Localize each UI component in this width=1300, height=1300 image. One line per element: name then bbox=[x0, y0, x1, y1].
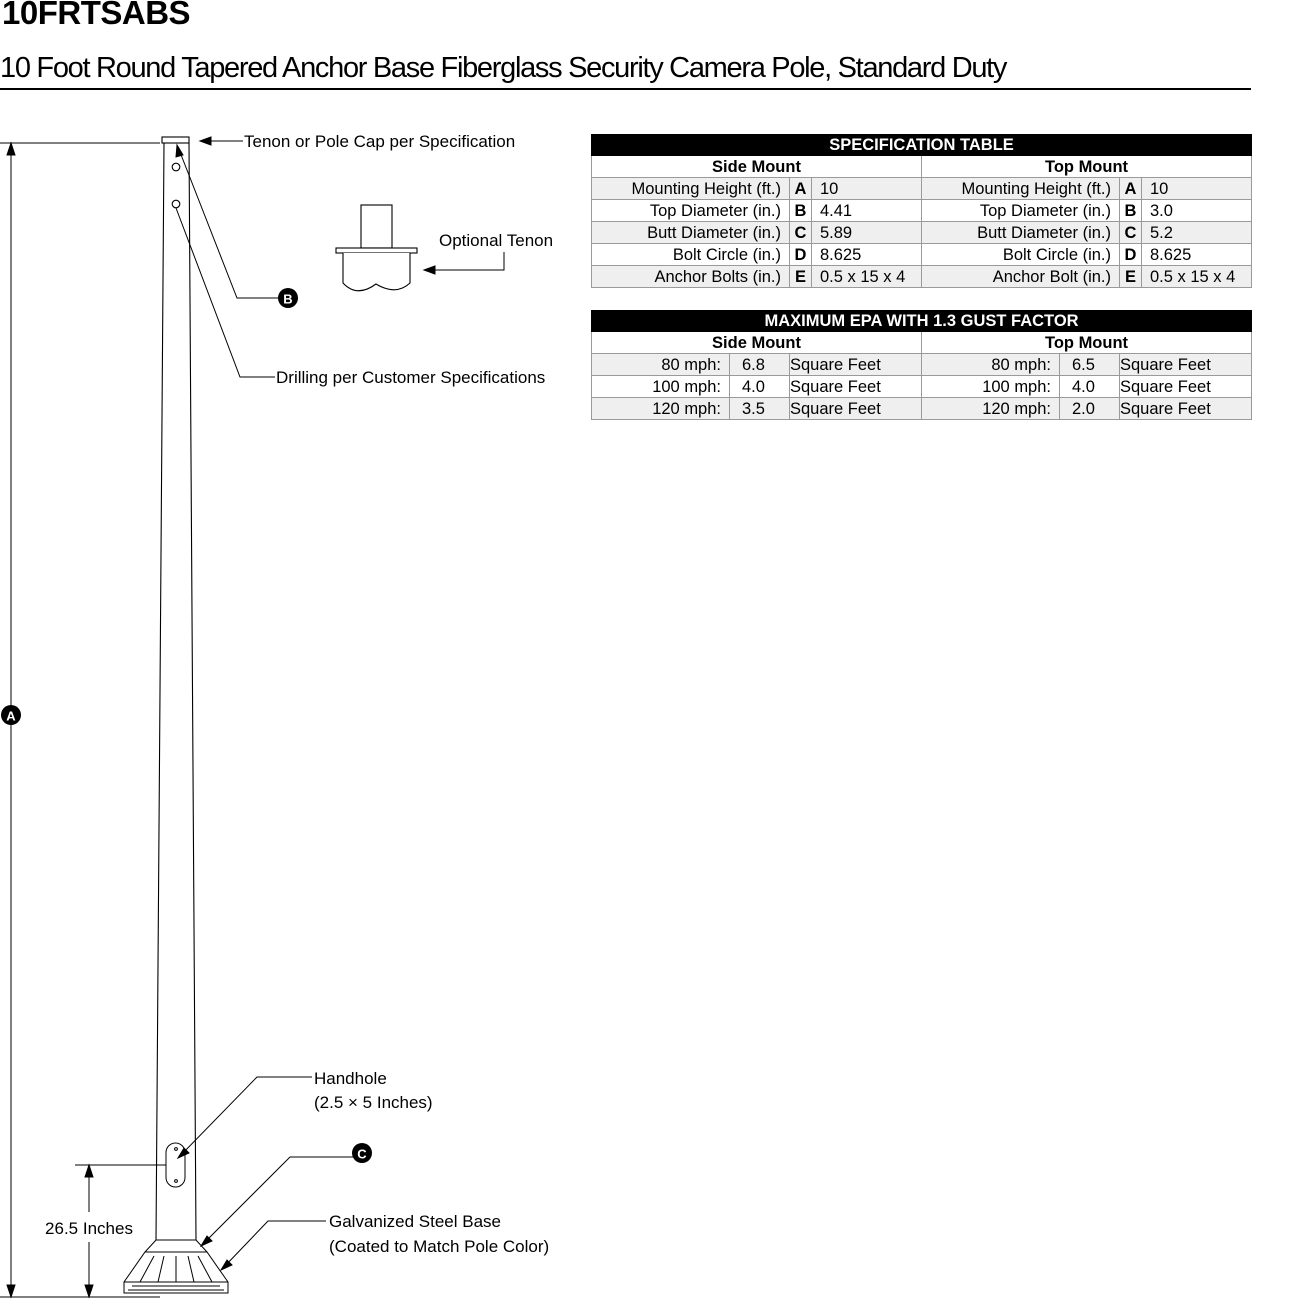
drill-hole-upper bbox=[172, 163, 180, 171]
svg-text:B: B bbox=[283, 291, 293, 307]
table-row: Top Diameter (in.) B 4.41 Top Diameter (in.) B 3.0 bbox=[592, 200, 1252, 222]
top-diameter-leader bbox=[176, 145, 279, 298]
butt-diameter-leader bbox=[201, 1157, 353, 1246]
pole-cap bbox=[162, 137, 189, 143]
drill-hole-lower bbox=[172, 200, 180, 208]
product-title: 10 Foot Round Tapered Anchor Base Fiberglass Security Camera Pole, Standard Duty bbox=[0, 52, 1007, 84]
optional-tenon-leader bbox=[424, 252, 504, 274]
height-dimension bbox=[0, 143, 160, 1297]
product-code: 10FRTSABS bbox=[2, 0, 191, 31]
svg-text:C: C bbox=[357, 1146, 367, 1162]
base-label-line1: Galvanized Steel Base bbox=[329, 1212, 501, 1231]
spec-side-heading: Side Mount bbox=[592, 156, 922, 178]
epa-top-heading: Top Mount bbox=[922, 332, 1252, 354]
drilling-label: Drilling per Customer Specifications bbox=[276, 368, 546, 387]
epa-table-title: MAXIMUM EPA WITH 1.3 GUST FACTOR bbox=[592, 311, 1252, 332]
table-row: 100 mph: 4.0 Square Feet 100 mph: 4.0 Square Feet bbox=[592, 376, 1252, 398]
table-row: 120 mph: 3.5 Square Feet 120 mph: 2.0 Square Feet bbox=[592, 398, 1252, 420]
pole-shaft bbox=[156, 137, 196, 1240]
table-row: 80 mph: 6.8 Square Feet 80 mph: 6.5 Square Feet bbox=[592, 354, 1252, 376]
handhole bbox=[166, 1143, 185, 1187]
handhole-label-line2: (2.5 × 5 Inches) bbox=[314, 1093, 433, 1112]
epa-side-heading: Side Mount bbox=[592, 332, 922, 354]
marker-a bbox=[1, 705, 21, 725]
marker-c bbox=[352, 1143, 372, 1163]
optional-tenon-detail bbox=[336, 205, 417, 291]
specification-table bbox=[591, 134, 1252, 288]
handhole-label-line1: Handhole bbox=[314, 1069, 387, 1088]
marker-b bbox=[278, 288, 298, 308]
tenon-cap-leader bbox=[200, 137, 243, 145]
galvanized-base bbox=[124, 1240, 228, 1293]
optional-tenon-label: Optional Tenon bbox=[439, 231, 554, 250]
pole-drawing bbox=[0, 0, 590, 1300]
base-label-line2: (Coated to Match Pole Color) bbox=[329, 1237, 550, 1256]
table-row: Mounting Height (ft.) A 10 Mounting Height (ft.) A 10 bbox=[592, 178, 1252, 200]
spec-table-title: SPECIFICATION TABLE bbox=[592, 135, 1252, 156]
base-leader bbox=[221, 1221, 326, 1270]
spec-top-heading: Top Mount bbox=[922, 156, 1252, 178]
table-row: Butt Diameter (in.) C 5.89 Butt Diameter (in.) C 5.2 bbox=[592, 222, 1252, 244]
handhole-leader bbox=[178, 1077, 312, 1158]
tenon-cap-label: Tenon or Pole Cap per Specification bbox=[244, 132, 516, 151]
epa-table bbox=[591, 310, 1252, 420]
handhole-height-label: 26.5 Inches bbox=[45, 1219, 133, 1238]
table-row: Anchor Bolts (in.) E 0.5 x 15 x 4 Anchor Bolt (in.) E 0.5 x 15 x 4 bbox=[592, 266, 1252, 288]
table-row: Bolt Circle (in.) D 8.625 Bolt Circle (in.) D 8.625 bbox=[592, 244, 1252, 266]
svg-text:A: A bbox=[6, 708, 16, 724]
